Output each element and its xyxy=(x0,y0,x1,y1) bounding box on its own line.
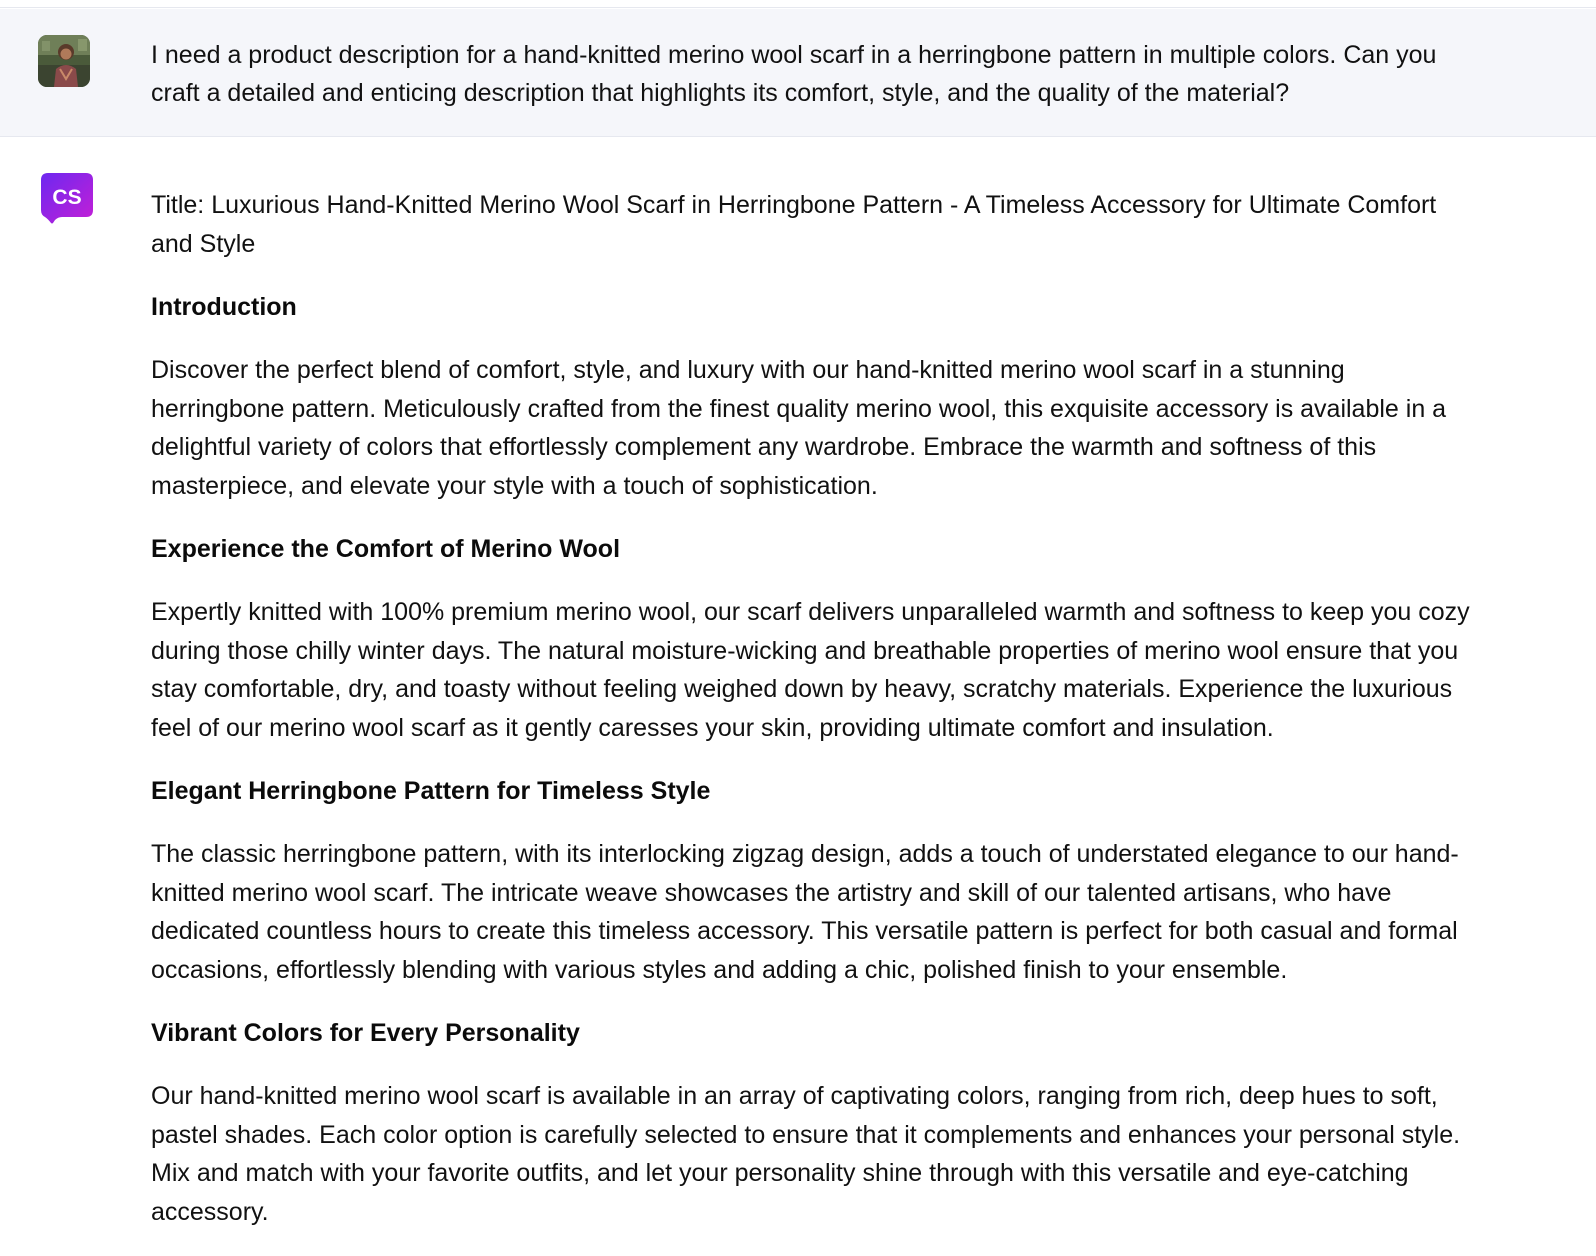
section-body-pattern: The classic herringbone pattern, with its interlocking zigzag design, adds a touch of understated elegance to our hand-knitted merino wool scarf. The intricate weave showcases the artistry and skill of our talented artisans, who have dedicated countless hours to create this timeless accessory. This versatile pattern is perfect for both casual and formal occasions, effortlessly blending with various styles and adding a chic, polished finish to your ensemble. xyxy=(151,840,1459,984)
section-heading-introduction: Introduction xyxy=(151,293,297,321)
assistant-message-row xyxy=(0,137,1596,1254)
cs-logo-icon xyxy=(40,172,94,224)
user-avatar xyxy=(38,35,90,87)
user-message-text: I need a product description for a hand-knitted merino wool scarf in a herringbone pattern in multiple colors. Can you craft a detailed and enticing description that highlights its comfort, style, and the quality of the material? xyxy=(151,41,1437,107)
section-body-introduction: Discover the perfect blend of comfort, style, and luxury with our hand-knitted merino wool scarf in a stunning herringbone pattern. Meticulously crafted from the finest quality merino wool, this exquisite accessory is available in a delightful variety of colors that effortlessly complement any wardrobe. Embrace the warmth and softness of this masterpiece, and elevate your style with a touch of sophistication. xyxy=(151,356,1447,500)
section-heading-comfort: Experience the Comfort of Merino Wool xyxy=(151,535,621,563)
user-photo-avatar-icon xyxy=(38,35,90,87)
top-divider xyxy=(0,0,1596,8)
response-title: Title: Luxurious Hand-Knitted Merino Wool Scarf in Herringbone Pattern - A Timeless Accessory for Ultimate Comfort and Style xyxy=(151,191,1437,258)
section-heading-colors: Vibrant Colors for Every Personality xyxy=(151,1019,580,1047)
assistant-response xyxy=(151,186,1471,1256)
assistant-logo xyxy=(40,172,94,224)
section-body-comfort: Expertly knitted with 100% premium merino wool, our scarf delivers unparalleled warmth and softness to keep you cozy during those chilly winter days. The natural moisture-wicking and breathable properties of merino wool ensure that you stay comfortable, dry, and toasty without feeling weighed down by heavy, scratchy materials. Experience the luxurious feel of our merino wool scarf as it gently caresses your skin, providing ultimate comfort and insulation. xyxy=(151,598,1470,742)
section-heading-pattern: Elegant Herringbone Pattern for Timeless Style xyxy=(151,777,711,805)
section-body-colors: Our hand-knitted merino wool scarf is available in an array of captivating colors, ranging from rich, deep hues to soft, pastel shades. Each color option is carefully selected to ensure that it complements and enhances your personal style. Mix and match with your favorite outfits, and let your personality shine through with this versatile and eye-catching accessory. xyxy=(151,1082,1461,1226)
cs-logo-text: CS xyxy=(52,186,82,209)
user-message-row xyxy=(0,9,1596,137)
